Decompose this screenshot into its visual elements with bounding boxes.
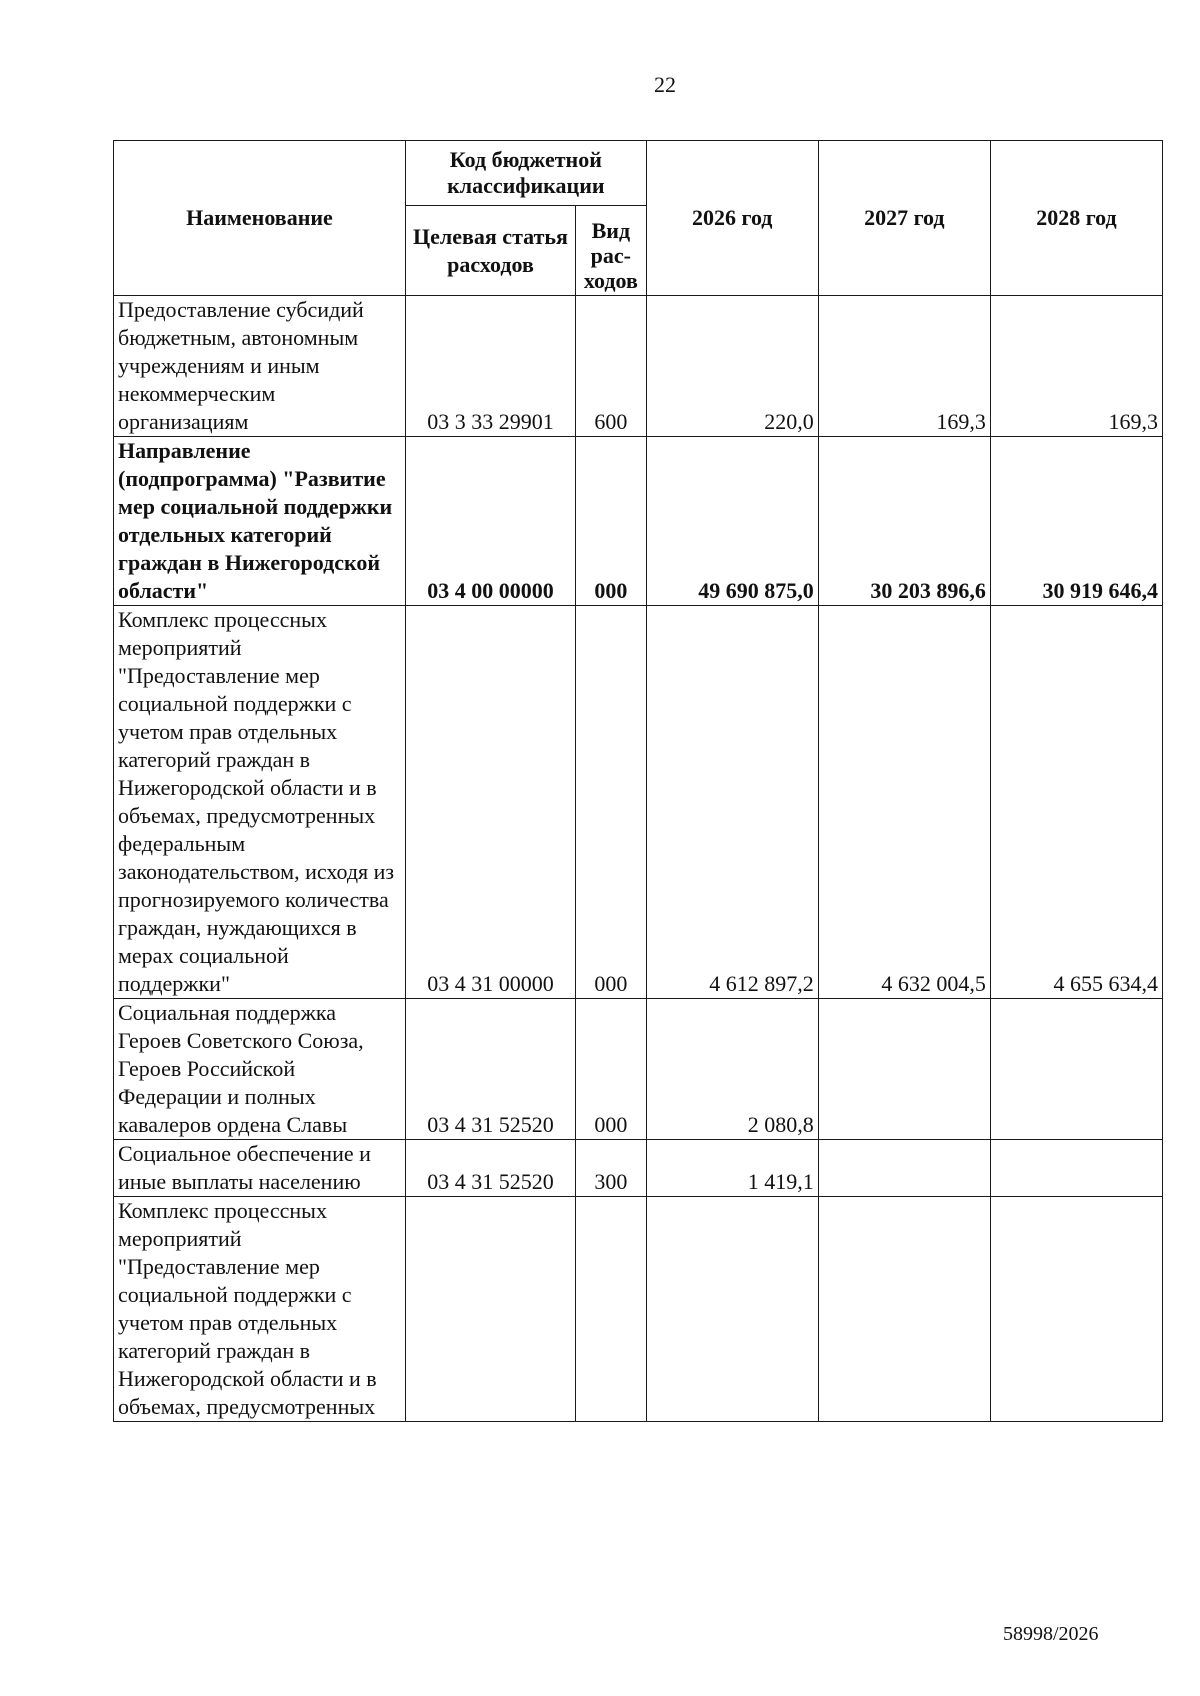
column-header-target-article: Целевая статья расходов [405, 206, 575, 296]
row-expense-kind: 000 [576, 606, 647, 999]
row-target-article: 03 4 31 52520 [405, 999, 575, 1140]
page-number: 22 [654, 72, 676, 97]
row-target-article [405, 1197, 575, 1422]
row-name: Комплекс процессных мероприятий "Предоставление мер социальной поддержки с учетом прав отдельных категорий граждан в Нижегородской области и в объемах, предусмотренных федеральным законодательством, исходя из прогнозируемого количества граждан, нуждающихся в мерах социальной поддержки" [114, 606, 406, 999]
row-value-2028 [990, 1140, 1162, 1197]
row-expense-kind: 600 [576, 296, 647, 437]
row-name: Направление (подпрограмма) "Развитие мер социальной поддержки отдельных категорий граждан в Нижегородской области" [114, 437, 406, 606]
column-header-expense-kind: Вид рас-ходов [576, 206, 647, 296]
row-name: Предоставление субсидий бюджетным, автономным учреждениям и иным некоммерческим организациям [114, 296, 406, 437]
row-value-2028 [990, 999, 1162, 1140]
row-expense-kind [576, 1197, 647, 1422]
row-target-article: 03 4 31 52520 [405, 1140, 575, 1197]
row-expense-kind: 000 [576, 999, 647, 1140]
table-row [114, 1197, 1163, 1422]
table-row [114, 437, 1163, 606]
column-header-name: Наименование [114, 141, 406, 296]
row-expense-kind: 000 [576, 437, 647, 606]
row-value-2026 [646, 1197, 818, 1422]
table-header-row [114, 141, 1163, 206]
row-value-2028 [990, 1197, 1162, 1422]
row-value-2028: 4 655 634,4 [990, 606, 1162, 999]
document-number: 58998/2026 [1003, 1623, 1099, 1645]
row-name: Социальная поддержка Героев Советского Союза, Героев Российской Федерации и полных кавалеров ордена Славы [114, 999, 406, 1140]
row-value-2028: 30 919 646,4 [990, 437, 1162, 606]
row-target-article: 03 3 33 29901 [405, 296, 575, 437]
column-header-2027: 2027 год [818, 141, 990, 296]
row-value-2026: 1 419,1 [646, 1140, 818, 1197]
column-header-2026: 2026 год [646, 141, 818, 296]
row-value-2026: 220,0 [646, 296, 818, 437]
column-header-2028: 2028 год [990, 141, 1162, 296]
row-value-2028: 169,3 [990, 296, 1162, 437]
table-row [114, 999, 1163, 1140]
column-header-code-group: Код бюджетной классификации [405, 141, 646, 206]
table-row [114, 606, 1163, 999]
row-expense-kind: 300 [576, 1140, 647, 1197]
row-value-2026: 2 080,8 [646, 999, 818, 1140]
row-value-2026: 4 612 897,2 [646, 606, 818, 999]
row-value-2027 [818, 999, 990, 1140]
budget-table [113, 140, 1163, 1422]
row-value-2027: 30 203 896,6 [818, 437, 990, 606]
row-name: Социальное обеспечение и иные выплаты населению [114, 1140, 406, 1197]
row-target-article: 03 4 00 00000 [405, 437, 575, 606]
row-value-2026: 49 690 875,0 [646, 437, 818, 606]
table-row [114, 296, 1163, 437]
row-target-article: 03 4 31 00000 [405, 606, 575, 999]
row-value-2027: 4 632 004,5 [818, 606, 990, 999]
row-value-2027 [818, 1197, 990, 1422]
row-value-2027: 169,3 [818, 296, 990, 437]
row-value-2027 [818, 1140, 990, 1197]
table-row [114, 1140, 1163, 1197]
row-name: Комплекс процессных мероприятий "Предоставление мер социальной поддержки с учетом прав отдельных категорий граждан в Нижегородской области и в объемах, предусмотренных [114, 1197, 406, 1422]
